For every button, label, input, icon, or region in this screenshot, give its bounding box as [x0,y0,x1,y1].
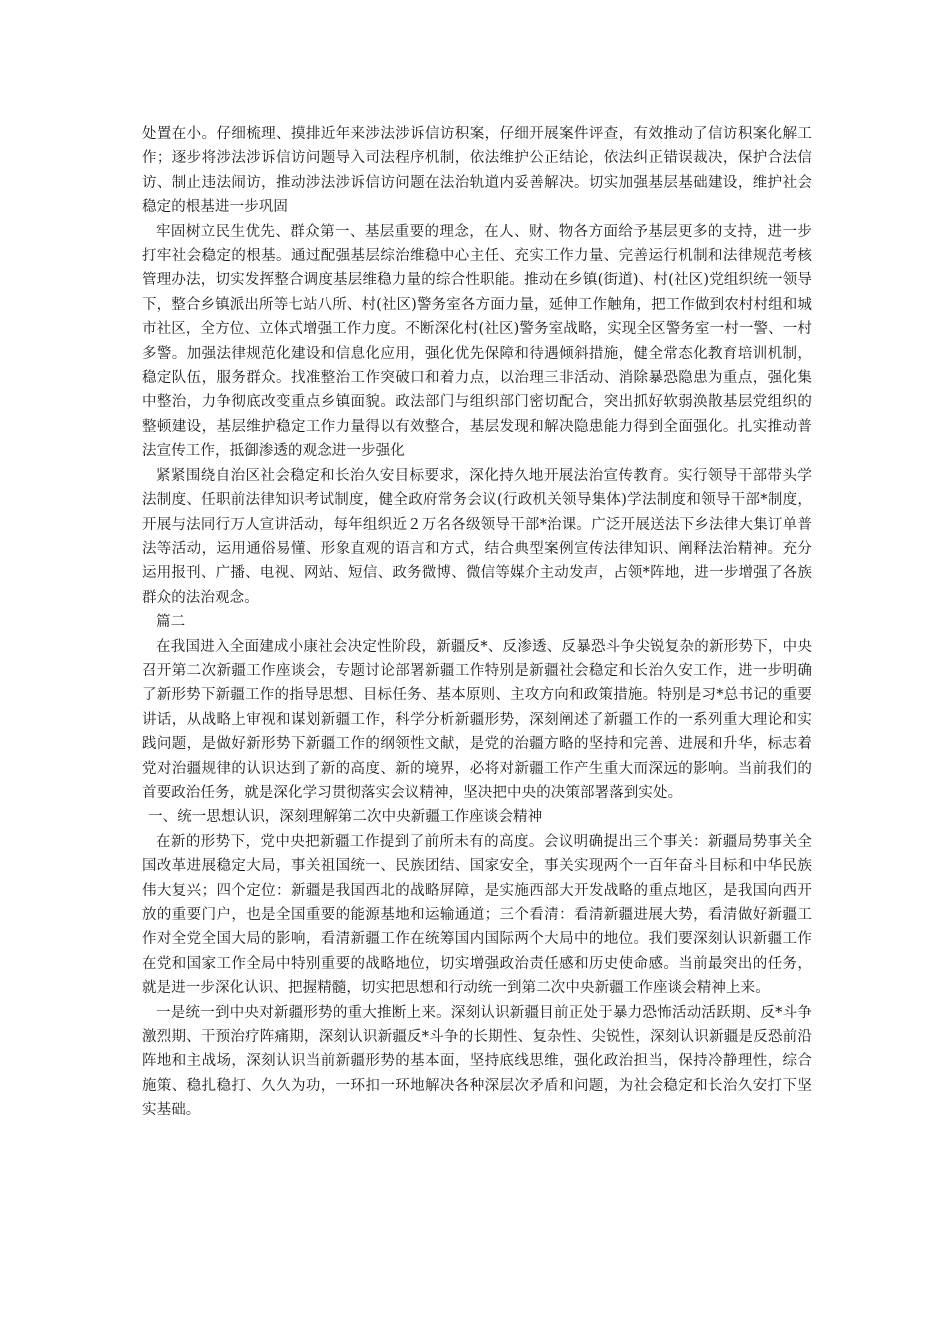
paragraph-1: 处置在小。仔细梳理、摸排近年来涉法涉诉信访积案，仔细开展案件评查，有效推动了信访积案化解工作；逐步将涉法涉诉信访问题导入司法程序机制，依法维护公正结论，依法纠正错误裁决，保护合法信访、制止违法闹访，推动涉法涉诉信访问题在法治轨道内妥善解决。切实加强基层基础建设，维护社会稳定的根基进一步巩固 [142,126,812,216]
section-heading-pian-er: 篇二 [156,614,186,631]
document-body [142,122,812,1123]
paragraph-5: 在新的形势下，党中央把新疆工作提到了前所未有的高度。会议明确提出三个事关：新疆局势事关全国改革进展稳定大局，事关祖国统一、民族团结、国家安全，事关实现两个一百年奋斗目标和中华民族伟大复兴；四个定位：新疆是我国西北的战略屏障，是实施西部大开发战略的重点地区，是我国向西开放的重要门户，也是全国重要的能源基地和运输通道；三个看清：看清新疆进展大势，看清做好新疆工作对全党全国大局的影响，看清新疆工作在统筹国内国际两个大局中的地位。我们要深刻认识新疆工作在党和国家工作全局中特别重要的战略地位，切实增强政治责任感和历史使命感。当前最突出的任务，就是进一步深化认识、把握精髓，切实把思想和行动统一到第二次中央新疆工作座谈会精神上来。 [142,833,812,997]
paragraph-4: 在我国进入全面建成小康社会决定性阶段，新疆反*、反渗透、反暴恐斗争尖锐复杂的新形势下，中央召开第二次新疆工作座谈会，专题讨论部署新疆工作特别是新疆社会稳定和长治久安工作，进一步明确了新形势下新疆工作的指导思想、目标任务、基本原则、主攻方向和政策措施。特别是习*总书记的重要讲话，从战略上审视和谋划新疆工作，科学分析新疆形势，深刻阐述了新疆工作的一系列重大理论和实践问题，是做好新形势下新疆工作的纲领性文献，是党的治疆方略的坚持和完善、进展和升华，标志着党对治疆规律的认识达到了新的高度、新的境界，必将对新疆工作产生重大而深远的影响。当前我们的首要政治任务，就是深化学习贯彻落实会议精神，坚决把中央的决策部署落到实处。 [142,638,812,801]
section-heading-1: 一、统一思想认识，深刻理解第二次中央新疆工作座谈会精神 [148,809,543,826]
paragraph-6: 一是统一到中央对新疆形势的重大推断上来。深刻认识新疆目前正处于暴力恐怖活动活跃期、反*斗争激烈期、干预治疗阵痛期，深刻认识新疆反*斗争的长期性、复杂性、尖锐性，深刻认识新疆是反恐前沿阵地和主战场，深刻认识当前新疆形势的基本面，坚持底线思维，强化政治担当，保持冷静理性，综合施策、稳扎稳打、久久为功，一环扣一环地解决各种深层次矛盾和问题，为社会稳定和长治久安打下坚实基础。 [142,1004,812,1119]
paragraph-3: 紧紧围绕自治区社会稳定和长治久安目标要求，深化持久地开展法治宣传教育。实行领导干部带头学法制度、任职前法律知识考试制度，健全政府常务会议(行政机关领导集体)学法制度和领导干部*制度，开展与法同行万人宣讲活动，每年组织近２万名各级领导干部*治课。广泛开展送法下乡法律大集订单普法等活动，运用通俗易懂、形象直观的语言和方式，结合典型案例宣传法律知识、阐释法治精神。充分运用报刊、广播、电视、网站、短信、政务微博、微信等媒介主动发声，占领*阵地，进一步增强了各族群众的法治观念。 [142,467,812,606]
paragraph-2: 牢固树立民生优先、群众第一、基层重要的理念，在人、财、物各方面给予基层更多的支持，进一步打牢社会稳定的根基。通过配强基层综治维稳中心主任、充实工作力量、完善运行机制和法律规范考核管理办法，切实发挥整合调度基层维稳力量的综合性职能。推动在乡镇(街道)、村(社区)党组织统一领导下，整合乡镇派出所等七站八所、村(社区)警务室各方面力量，延伸工作触角，把工作做到农村村组和城市社区，全方位、立体式增强工作力度。不断深化村(社区)警务室战略，实现全区警务室一村一警、一村多警。加强法律规范化建设和信息化应用，强化优先保障和待遇倾斜措施，健全常态化教育培训机制，稳定队伍，服务群众。找准整治工作突破口和着力点，以治理三非活动、消除暴恐隐患为重点，强化集中整治，力争彻底改变重点乡镇面貌。政法部门与组织部门密切配合，突出抓好软弱涣散基层党组织的整顿建设，基层维护稳定工作力量得以有效整合，基层发现和解决隐患能力得到全面强化。扎实推动普法宣传工作，抵御渗透的观念进一步强化 [142,223,812,460]
